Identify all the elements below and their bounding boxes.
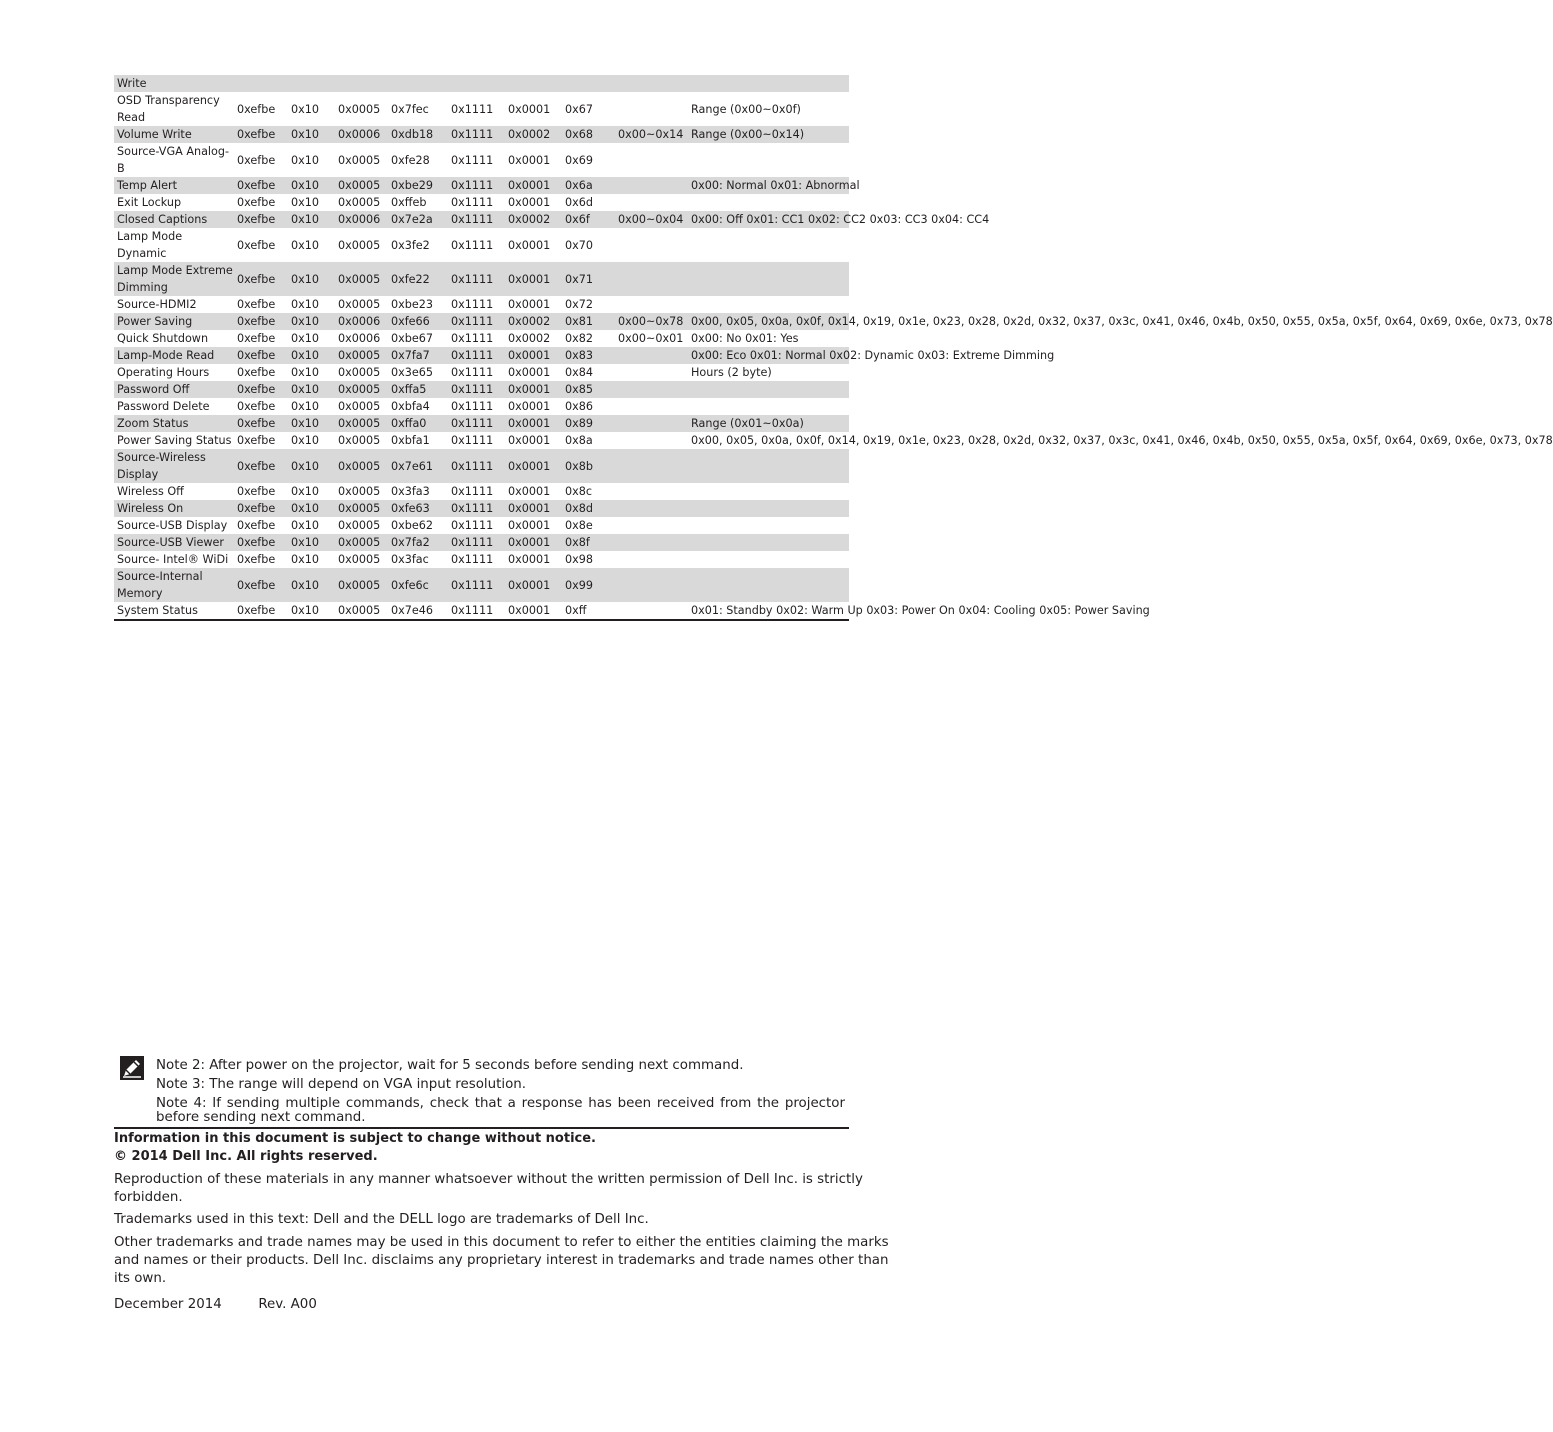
table-cell: 0xefbe [237, 553, 276, 566]
table-cell: 0x1111 [448, 347, 505, 364]
table-cell: 0x7fa2 [388, 534, 448, 551]
table-cell [615, 143, 688, 177]
table-cell: 0x00, 0x05, 0x0a, 0x0f, 0x14, 0x19, 0x1e, 0x23, 0x28, 0x2d, 0x32, 0x37, 0x3c, 0x41, 0x46, 0x4b, 0x50, 0x55, 0x5a, 0x5f, 0x64, 0x69, 0x6e, 0x73, 0x78 [688, 313, 849, 330]
table-cell: 0x0005 [335, 262, 388, 296]
table-row [114, 483, 849, 500]
table-cell: Lamp Mode Extreme Dimming [114, 262, 234, 296]
table-row [114, 262, 849, 296]
notes-block [114, 1055, 849, 1129]
table-cell: 0x10 [291, 553, 319, 566]
table-cell: 0x0005 [335, 415, 388, 432]
table-cell: 0x0006 [335, 211, 388, 228]
note-2: Note 2: After power on the projector, wait for 5 seconds before sending next command. [156, 1058, 744, 1073]
table-cell: 0xffa5 [388, 381, 448, 398]
table-cell: 0x0005 [335, 534, 388, 551]
table-cell: 0xbe62 [391, 519, 433, 532]
table-row [114, 75, 849, 92]
table-cell: 0x1111 [448, 381, 505, 398]
table-row [114, 177, 849, 194]
table-cell: 0x1111 [451, 196, 494, 209]
other-trademarks-notice: Other trademarks and trade names may be used in this document to refer to either the entities claiming the marks and names or their products. Dell Inc. disclaims any proprietary interest in trademarks and trade names other than its own. [114, 1235, 889, 1286]
table-cell: 0xefbe [237, 400, 276, 413]
table-cell [615, 517, 688, 534]
table-cell: 0xefbe [234, 177, 288, 194]
table-row [114, 381, 849, 398]
table-cell: 0x0005 [338, 196, 381, 209]
table-cell: 0x10 [288, 126, 335, 143]
table-cell: 0x10 [291, 153, 319, 167]
table-cell: 0x3fa3 [391, 485, 430, 498]
table-cell [615, 415, 688, 432]
trademark-notice: Trademarks used in this text: Dell and the DELL logo are trademarks of Dell Inc. [114, 1212, 649, 1227]
table-cell: 0xefbe [234, 126, 288, 143]
table-cell: 0x10 [288, 211, 335, 228]
table-cell: 0xefbe [237, 153, 276, 167]
table-cell: Source-USB Viewer [114, 534, 234, 551]
table-cell: 0x0001 [508, 366, 551, 379]
table-row [114, 500, 849, 517]
table-cell [688, 228, 849, 262]
table-cell: 0x83 [562, 347, 615, 364]
table-cell: 0xefbe [234, 381, 288, 398]
table-cell: Range (0x01~0x0a) [688, 415, 849, 432]
table-cell: Operating Hours [117, 366, 210, 379]
table-cell [615, 432, 688, 449]
table-cell: 0x0005 [335, 602, 388, 620]
table-cell: Password Delete [117, 400, 210, 413]
table-cell: 0x0005 [338, 400, 381, 413]
table-cell: 0x0001 [505, 262, 562, 296]
table-cell: 0x0005 [335, 347, 388, 364]
table-cell: 0x1111 [448, 534, 505, 551]
table-row [114, 313, 849, 330]
table-cell: 0x0005 [338, 366, 381, 379]
table-cell [615, 364, 688, 381]
table-cell: 0xff [562, 602, 615, 620]
table-cell: 0x98 [565, 553, 593, 566]
table-cell: 0x1111 [451, 238, 494, 252]
table-cell [688, 262, 849, 296]
pencil-note-icon [120, 1056, 144, 1080]
document-revision: Rev. A00 [258, 1297, 317, 1312]
table-cell: 0x00, 0x05, 0x0a, 0x0f, 0x14, 0x19, 0x1e, 0x23, 0x28, 0x2d, 0x32, 0x37, 0x3c, 0x41, 0x46, 0x4b, 0x50, 0x55, 0x5a, 0x5f, 0x64, 0x69, 0x6e, 0x73, 0x78 [691, 434, 1553, 447]
table-cell: 0x82 [565, 332, 593, 345]
table-cell: 0x00~0x14 [615, 126, 688, 143]
table-cell: 0xefbe [234, 602, 288, 620]
table-cell: 0x0005 [335, 449, 388, 483]
table-cell: 0x10 [291, 519, 319, 532]
table-cell: 0x00: Off 0x01: CC1 0x02: CC2 0x03: CC3 0x04: CC4 [688, 211, 849, 228]
table-cell: 0x0005 [338, 553, 381, 566]
table-cell: 0x10 [291, 238, 319, 252]
table-cell [688, 381, 849, 398]
table-cell: 0x10 [288, 415, 335, 432]
table-cell: 0x1111 [451, 519, 494, 532]
table-cell: 0x1111 [451, 400, 494, 413]
table-cell: 0xbe29 [388, 177, 448, 194]
table-cell: 0x00: Eco 0x01: Normal 0x02: Dynamic 0x03: Extreme Dimming [688, 347, 849, 364]
table-cell: 0x99 [562, 568, 615, 602]
table-cell: 0x0001 [505, 449, 562, 483]
table-cell: 0x81 [562, 313, 615, 330]
table-cell: 0x7fa7 [388, 347, 448, 364]
table-cell: 0x0002 [508, 332, 551, 345]
table-cell: 0x7e61 [388, 449, 448, 483]
table-row [114, 211, 849, 228]
table-cell [615, 551, 688, 568]
table-cell: 0x1111 [448, 568, 505, 602]
table-cell: Temp Alert [114, 177, 234, 194]
table-cell: 0x71 [562, 262, 615, 296]
table-cell: 0x6d [565, 196, 593, 209]
table-cell: 0xdb18 [388, 126, 448, 143]
table-cell: 0xefbe [234, 313, 288, 330]
table-cell [688, 517, 849, 534]
table-cell: 0x0002 [505, 126, 562, 143]
table-cell: 0xefbe [234, 262, 288, 296]
copyright: © 2014 Dell Inc. All rights reserved. [114, 1149, 378, 1164]
table-cell: Closed Captions [114, 211, 234, 228]
table-cell [688, 551, 849, 568]
table-cell: 0x10 [291, 485, 319, 498]
table-cell [615, 449, 688, 483]
table-cell [615, 398, 688, 415]
table-cell: 0x10 [291, 366, 319, 379]
table-cell: 0x10 [291, 400, 319, 413]
table-cell: 0x0001 [505, 534, 562, 551]
table-cell [615, 92, 688, 126]
table-cell: 0x10 [288, 177, 335, 194]
table-cell: 0x10 [291, 434, 319, 447]
table-cell: Source-Internal Memory [114, 568, 234, 602]
table-cell [615, 602, 688, 620]
table-cell: 0x84 [565, 366, 593, 379]
table-cell: 0x8d [562, 500, 615, 517]
table-cell: 0xfe66 [388, 313, 448, 330]
table-cell [615, 500, 688, 517]
table-cell: Hours (2 byte) [691, 366, 772, 379]
table-cell: 0x0005 [335, 568, 388, 602]
table-cell: 0xbfa4 [391, 400, 430, 413]
table-cell: 0x1111 [451, 485, 494, 498]
table-row [114, 432, 849, 449]
table-cell: 0x0001 [508, 553, 551, 566]
table-cell: 0xefbe [237, 332, 276, 345]
table-row [114, 364, 849, 381]
table-cell: 0xefbe [234, 534, 288, 551]
table-cell: 0xefbe [234, 568, 288, 602]
table-cell [615, 177, 688, 194]
table-cell: 0x0001 [508, 298, 551, 311]
table-cell: 0x0001 [505, 381, 562, 398]
table-row [114, 126, 849, 143]
table-cell: 0x68 [562, 126, 615, 143]
note-4: Note 4: If sending multiple commands, check that a response has been received from the projector before sending next command. [156, 1096, 845, 1125]
table-cell: 0x8a [565, 434, 593, 447]
table-cell: 0x00~0x01 [618, 332, 684, 345]
table-cell: 0x3fe2 [391, 238, 430, 252]
table-cell [688, 194, 849, 211]
table-row [114, 534, 849, 551]
table-cell [688, 449, 849, 483]
table-cell: 0x0005 [338, 153, 381, 167]
table-cell: 0x70 [565, 238, 593, 252]
table-cell: 0x1111 [451, 332, 494, 345]
change-notice: Information in this document is subject to change without notice. [114, 1131, 596, 1146]
table-cell: 0x1111 [448, 211, 505, 228]
table-cell: 0x1111 [448, 313, 505, 330]
table-cell: 0x0005 [338, 238, 381, 252]
table-cell: Lamp-Mode Read [114, 347, 234, 364]
table-cell: 0x8c [565, 485, 593, 498]
table-cell: 0x10 [288, 347, 335, 364]
table-cell: 0xefbe [237, 366, 276, 379]
table-cell: 0x1111 [448, 126, 505, 143]
table-cell: 0x0005 [338, 485, 381, 498]
table-cell: Source-VGA Analog-B [117, 145, 230, 175]
table-cell [688, 534, 849, 551]
table-cell: 0x69 [565, 153, 593, 167]
table-cell: 0x3e65 [391, 366, 433, 379]
table-row [114, 143, 849, 177]
table-cell: 0x10 [288, 313, 335, 330]
table-cell: 0xfe6c [388, 568, 448, 602]
table-cell: 0x1111 [448, 415, 505, 432]
table-cell: System Status [114, 602, 234, 620]
table-cell: 0x1111 [448, 449, 505, 483]
table-cell: 0x8b [562, 449, 615, 483]
table-cell: Wireless On [114, 500, 234, 517]
table-cell [688, 398, 849, 415]
table-row [114, 449, 849, 483]
table-cell: 0x0001 [505, 568, 562, 602]
table-cell: 0x6a [562, 177, 615, 194]
table-cell: Volume Write [114, 126, 234, 143]
table-cell: 0x0001 [505, 347, 562, 364]
table-cell: 0x10 [291, 196, 319, 209]
table-cell: 0xfe22 [388, 262, 448, 296]
table-cell: 0x8f [562, 534, 615, 551]
table-cell: 0x0001 [508, 400, 551, 413]
table-cell: 0x0005 [338, 298, 381, 311]
table-cell: 0x0001 [508, 153, 551, 167]
table-cell: 0x00: No 0x01: Yes [691, 332, 799, 345]
document-date-line [114, 1296, 889, 1314]
table-cell: Wireless Off [117, 485, 184, 498]
table-cell [615, 228, 688, 262]
table-cell: 0x0001 [508, 434, 551, 447]
table-cell: 0x00: Normal 0x01: Abnormal [688, 177, 849, 194]
table-cell [688, 568, 849, 602]
table-cell: Source-USB Display [117, 519, 228, 532]
table-cell: 0x0006 [335, 126, 388, 143]
table-row [114, 602, 849, 620]
table-cell: 0xffeb [391, 196, 427, 209]
table-cell: 0x1111 [451, 298, 494, 311]
table-cell: 0xefbe [234, 415, 288, 432]
table-cell [615, 483, 688, 500]
table-cell: 0x0005 [335, 500, 388, 517]
table-cell [615, 296, 688, 313]
table-row [114, 551, 849, 568]
table-cell: 0x0001 [505, 177, 562, 194]
table-cell [615, 194, 688, 211]
table-cell [615, 568, 688, 602]
table-cell: Quick Shutdown [117, 332, 209, 345]
table-row [114, 92, 849, 126]
table-cell: Source-Wireless Display [114, 449, 234, 483]
table-cell: 0x67 [565, 102, 593, 116]
table-cell: 0xefbe [237, 238, 276, 252]
table-cell: 0x1111 [451, 366, 494, 379]
table-cell: Range (0x00~0x0f) [691, 102, 801, 116]
table-cell: 0x10 [291, 298, 319, 311]
table-cell: 0x0006 [335, 313, 388, 330]
table-cell: 0x1111 [448, 602, 505, 620]
table-cell: 0xfe63 [388, 500, 448, 517]
table-cell: Write [114, 75, 849, 92]
table-cell: 0x1111 [451, 434, 494, 447]
table-cell: 0x0001 [508, 238, 551, 252]
table-cell: 0x10 [291, 332, 319, 345]
table-cell: 0x0005 [335, 177, 388, 194]
table-cell: 0x7fec [391, 102, 429, 116]
table-cell: 0x01: Standby 0x02: Warm Up 0x03: Power On 0x04: Cooling 0x05: Power Saving [688, 602, 849, 620]
table-cell: 0xefbe [237, 434, 276, 447]
note-3: Note 3: The range will depend on VGA input resolution. [156, 1077, 527, 1092]
table-cell [615, 347, 688, 364]
table-cell: 0x0001 [508, 102, 551, 116]
table-cell: 0xefbe [237, 485, 276, 498]
table-cell [615, 534, 688, 551]
table-cell [615, 262, 688, 296]
table-row [114, 228, 849, 262]
table-cell: 0x00~0x78 [615, 313, 688, 330]
table-cell: 0x0006 [338, 332, 381, 345]
table-cell: Exit Lockup [117, 196, 182, 209]
table-cell: 0x1111 [448, 177, 505, 194]
table-cell: 0x10 [288, 602, 335, 620]
table-cell: 0x0002 [505, 313, 562, 330]
table-cell: 0xbe23 [391, 298, 433, 311]
table-cell: Lamp Mode Dynamic [117, 230, 183, 260]
table-cell: 0xefbe [237, 298, 276, 311]
table-cell [688, 296, 849, 313]
table-cell: Power Saving [114, 313, 234, 330]
table-cell: 0x6f [562, 211, 615, 228]
table-cell [688, 483, 849, 500]
table-cell: 0xefbe [234, 500, 288, 517]
table-cell: 0x1111 [451, 102, 494, 116]
table-cell: Source-HDMI2 [117, 298, 197, 311]
table-cell: 0xfe28 [391, 153, 430, 167]
table-cell: Power Saving Status [117, 434, 232, 447]
table-cell: 0x0001 [508, 519, 551, 532]
table-row [114, 330, 849, 347]
table-row [114, 568, 849, 602]
table-row [114, 296, 849, 313]
table-cell: 0x1111 [448, 262, 505, 296]
table-cell: 0x0005 [338, 102, 381, 116]
table-cell: Source- Intel® WiDi [117, 553, 229, 566]
table-cell: 0xefbe [234, 347, 288, 364]
table-row [114, 415, 849, 432]
table-cell: 0xffa0 [388, 415, 448, 432]
table-cell: 0x10 [288, 449, 335, 483]
table-cell: 0xefbe [237, 519, 276, 532]
table-cell: 0xefbe [234, 211, 288, 228]
table-cell: 0x3fac [391, 553, 429, 566]
table-cell: 0x1111 [451, 553, 494, 566]
table-cell: 0xbe67 [391, 332, 433, 345]
document-date: December 2014 [114, 1297, 222, 1312]
table-cell: 0x10 [288, 381, 335, 398]
table-cell: Password Off [114, 381, 234, 398]
table-cell: 0xefbe [234, 449, 288, 483]
table-cell: 0x10 [291, 102, 319, 116]
table-cell: 0xbfa1 [391, 434, 430, 447]
table-cell: 0x0005 [335, 381, 388, 398]
table-cell: 0x0005 [338, 519, 381, 532]
table-cell: 0xefbe [237, 102, 276, 116]
table-cell [688, 143, 849, 177]
table-cell: Zoom Status [114, 415, 234, 432]
reproduction-notice: Reproduction of these materials in any manner whatsoever without the written permission of Dell Inc. is strictly forbidden. [114, 1172, 863, 1205]
table-cell: 0x0001 [505, 602, 562, 620]
table-cell: 0x10 [288, 534, 335, 551]
table-cell: 0x10 [288, 568, 335, 602]
table-cell: 0x0001 [508, 485, 551, 498]
table-cell: 0x00~0x04 [615, 211, 688, 228]
table-cell: 0x1111 [451, 153, 494, 167]
table-cell [615, 381, 688, 398]
table-cell: 0x10 [288, 500, 335, 517]
table-cell: 0xefbe [237, 196, 276, 209]
table-cell: OSD Transparency Read [117, 94, 220, 124]
table-cell: 0x7e2a [388, 211, 448, 228]
command-table [114, 75, 1553, 621]
table-cell: 0x0001 [505, 500, 562, 517]
table-row [114, 194, 849, 211]
table-cell [688, 500, 849, 517]
table-cell: 0x86 [565, 400, 593, 413]
table-cell: 0x72 [565, 298, 593, 311]
table-cell: 0x0001 [508, 196, 551, 209]
table-cell: 0x0002 [505, 211, 562, 228]
table-cell: 0x89 [562, 415, 615, 432]
table-cell: 0x0005 [338, 434, 381, 447]
table-cell: 0x7e46 [388, 602, 448, 620]
table-row [114, 517, 849, 534]
table-row [114, 347, 849, 364]
table-cell: 0x1111 [448, 500, 505, 517]
table-cell: 0x10 [288, 262, 335, 296]
table-row [114, 398, 849, 415]
table-cell: 0x8e [565, 519, 593, 532]
table-cell: Range (0x00~0x14) [688, 126, 849, 143]
table-cell: 0x0001 [505, 415, 562, 432]
table-cell: 0x85 [562, 381, 615, 398]
